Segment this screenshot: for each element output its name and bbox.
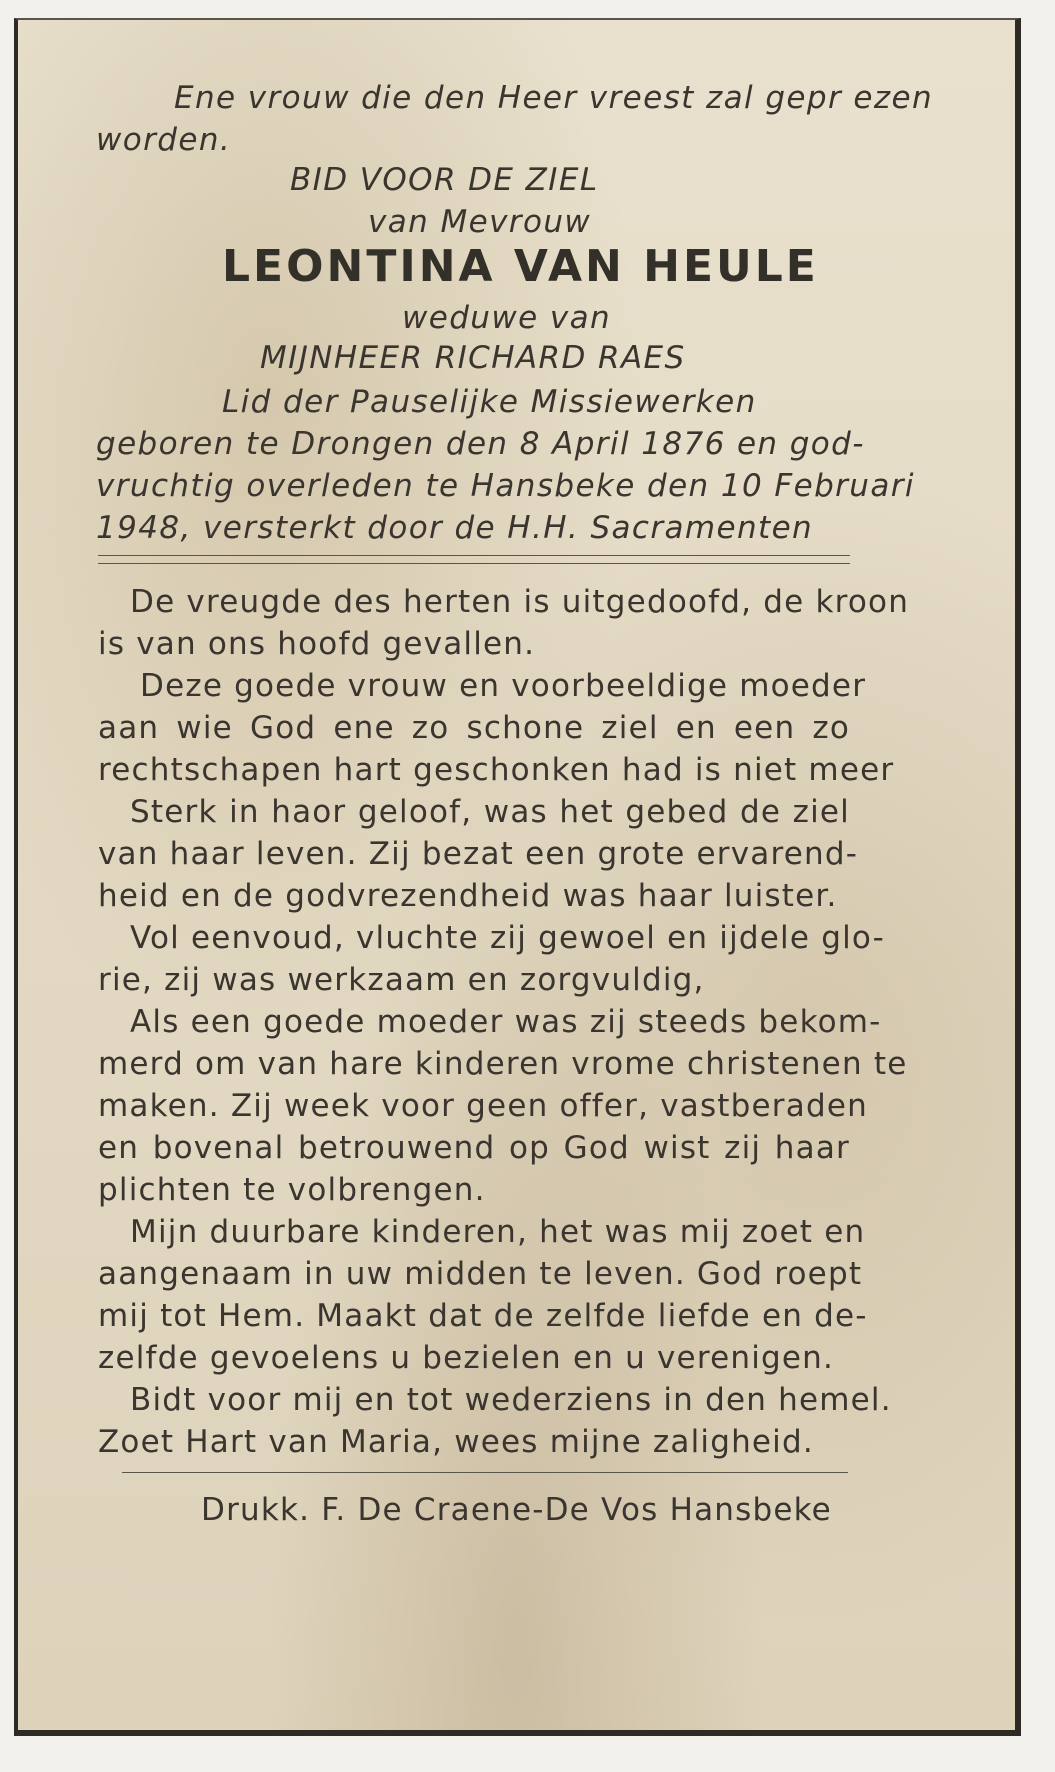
prayer-request: BID VOOR DE ZIEL [290, 162, 599, 198]
printer-credit: Drukk. F. De Craene-De Vos Hansbeke [201, 1492, 832, 1528]
body-line: De vreugde des herten is uitgedoofd, de kroon [130, 584, 910, 620]
body-line: heid en de godvrezendheid was haar luister. [98, 878, 838, 914]
body-line: maken. Zij week voor geen offer, vastberaden [98, 1088, 868, 1124]
body-line: van haar leven. Zij bezat een grote ervarend- [98, 836, 859, 872]
divider-top-1 [98, 555, 850, 556]
deceased-name: LEONTINA VAN HEULE [222, 241, 819, 292]
body-line: merd om van hare kinderen vrome christenen te [98, 1046, 908, 1082]
motto-line-1: Ene vrouw die den Heer vreest zal gepr ezen [174, 80, 934, 116]
body-line: Mijn duurbare kinderen, het was mij zoet en [130, 1214, 866, 1250]
body-line: mij tot Hem. Maakt dat de zelfde liefde en de- [98, 1298, 868, 1334]
body-line: aan wie God ene zo schone ziel en een zo [98, 710, 850, 746]
bio-line-1: geboren te Drongen den 8 April 1876 en god- [96, 426, 865, 462]
body-line: aangenaam in uw midden te leven. God roept [98, 1256, 863, 1292]
body-line: Als een goede moeder was zij steeds bekom- [130, 1004, 882, 1040]
body-line: is van ons hoofd gevallen. [98, 626, 536, 662]
body-line: rechtschapen hart geschonken had is niet meer [98, 752, 895, 788]
widow-of: weduwe van [402, 300, 612, 336]
body-line: en bovenal betrouwend op God wist zij haar [98, 1130, 850, 1166]
bio-line-3: 1948, versterkt door de H.H. Sacramenten [96, 510, 814, 546]
motto-line-2: worden. [96, 122, 232, 158]
body-line: Bidt voor mij en tot wederziens in den hemel. [130, 1382, 892, 1418]
memorial-card [14, 18, 1021, 1736]
membership: Lid der Pauselijke Missiewerken [222, 384, 757, 420]
body-line: plichten te volbrengen. [98, 1172, 486, 1208]
body-line: Sterk in haor geloof, was het gebed de ziel [130, 794, 850, 830]
body-line: Zoet Hart van Maria, wees mijne zaligheid. [98, 1424, 814, 1460]
spouse-name: MIJNHEER RICHARD RAES [260, 340, 686, 376]
body-line: zelfde gevoelens u bezielen en u verenigen. [98, 1340, 835, 1376]
body-line: rie, zij was werkzaam en zorgvuldig, [98, 962, 705, 998]
body-line: Vol eenvoud, vluchte zij gewoel en ijdele glo- [130, 920, 886, 956]
title-prefix: van Mevrouw [368, 204, 592, 240]
divider-top-2 [98, 563, 850, 564]
body-line: Deze goede vrouw en voorbeeldige moeder [140, 668, 867, 704]
bio-line-2: vruchtig overleden te Hansbeke den 10 Februari [96, 468, 915, 504]
divider-bottom [122, 1472, 848, 1473]
